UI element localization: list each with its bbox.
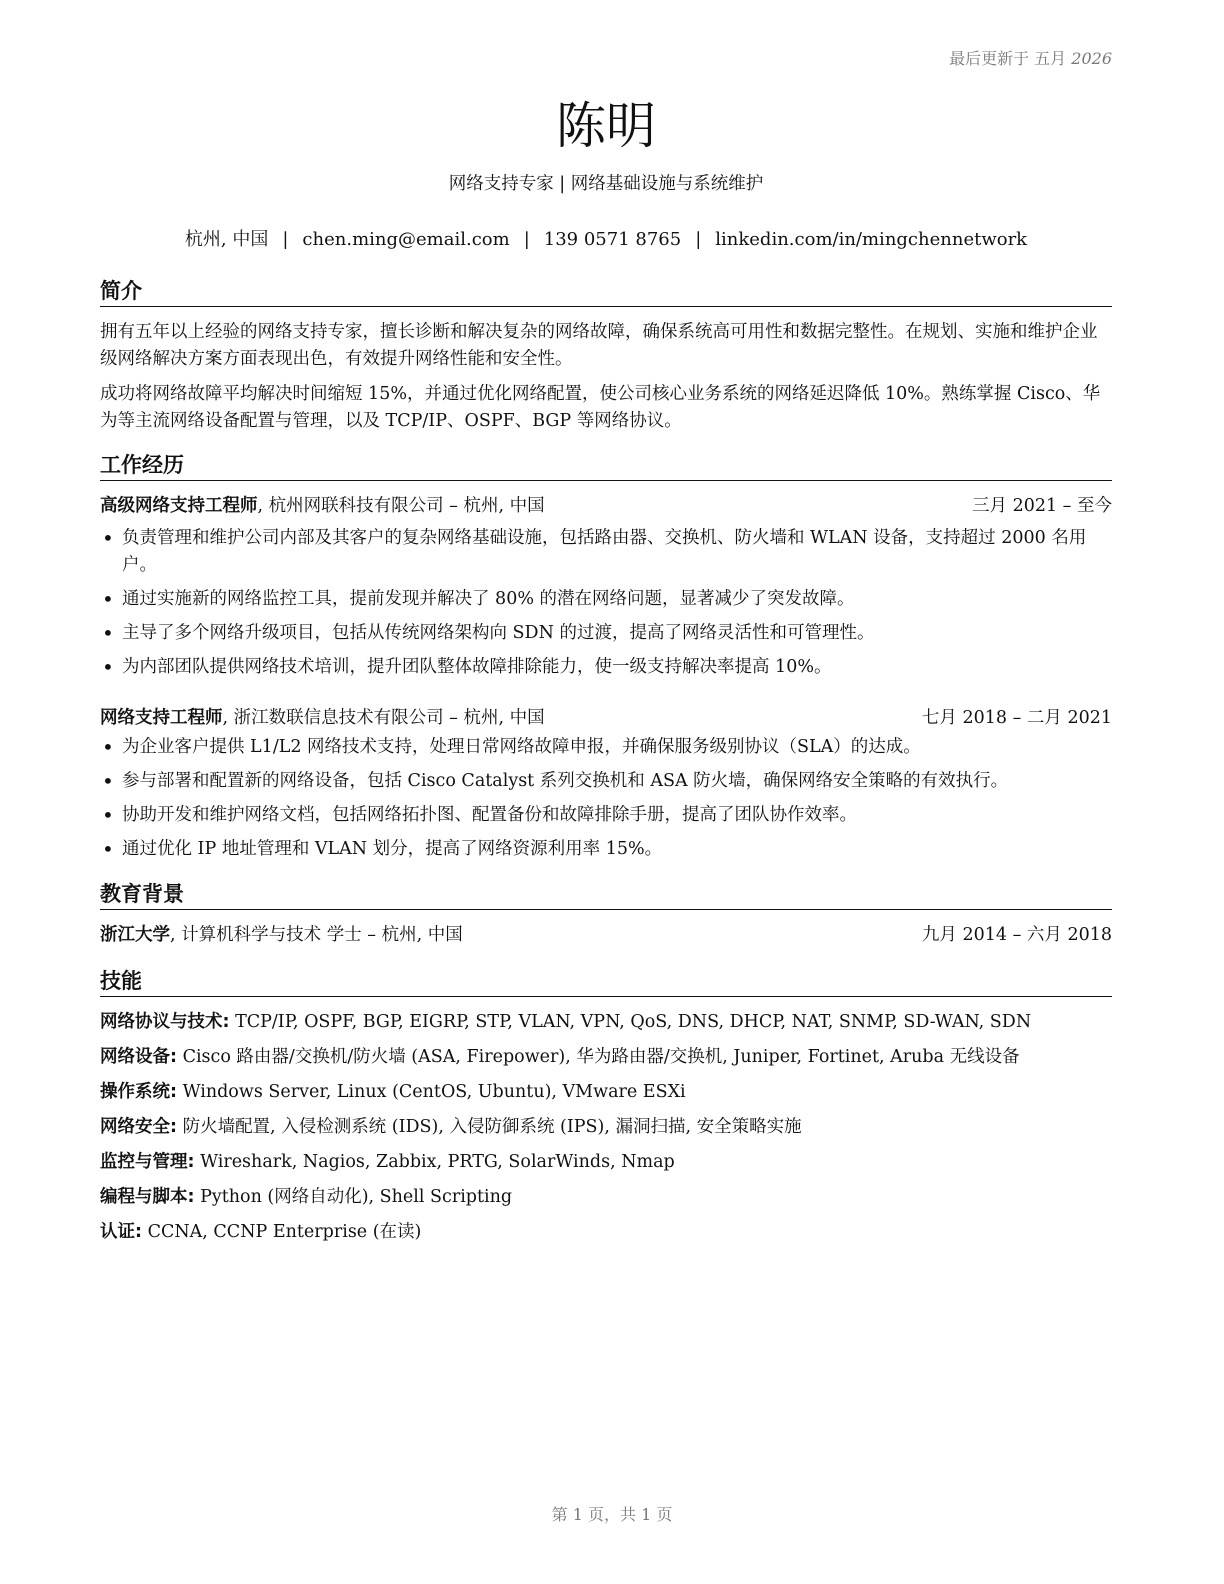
- degree-detail: , 计算机科学与技术 学士 – 杭州, 中国: [170, 925, 463, 945]
- skill-value: CCNA, CCNP Enterprise (在读): [142, 1222, 422, 1242]
- section-title-experience: 工作经历: [100, 452, 1112, 481]
- skill-label: 网络协议与技术:: [100, 1012, 230, 1032]
- summary-paragraph: 拥有五年以上经验的网络支持专家，擅长诊断和解决复杂的网络故障，确保系统高可用性和数据完整性。在规划、实施和维护企业级网络解决方案方面表现出色，有效提升网络性能和安全性。: [100, 322, 1098, 369]
- last-updated: [949, 46, 1112, 69]
- job-bullets: [100, 734, 1112, 863]
- job-role: 高级网络支持工程师: [100, 496, 258, 516]
- skill-value: Windows Server, Linux (CentOS, Ubuntu), VMware ESXi: [177, 1082, 686, 1102]
- list-item: • 通过实施新的网络监控工具，提前发现并解决了 80% 的潜在网络问题，显著减少了突发故障。: [100, 586, 1112, 613]
- contact-line: [100, 225, 1112, 251]
- contact-separator: |: [695, 229, 702, 250]
- last-updated-label: 最后更新于 五月: [949, 49, 1067, 68]
- job-role: 网络支持工程师: [100, 708, 223, 728]
- skill-value: Wireshark, Nagios, Zabbix, PRTG, SolarWinds, Nmap: [194, 1152, 675, 1172]
- skill-row: [100, 1110, 1112, 1145]
- skill-label: 操作系统:: [100, 1082, 177, 1102]
- education-section: [100, 881, 1112, 948]
- skill-label: 网络安全:: [100, 1117, 177, 1137]
- job-header: [100, 493, 1112, 519]
- last-updated-year: 2026: [1071, 49, 1112, 68]
- list-item: • 为内部团队提供网络技术培训，提升团队整体故障排除能力，使一级支持解决率提高 10%。: [100, 654, 1112, 681]
- section-title-summary: 简介: [100, 278, 1112, 307]
- skill-row: [100, 1040, 1112, 1075]
- skill-row: [100, 1215, 1112, 1250]
- skills-list: [100, 1005, 1112, 1250]
- contact-separator: |: [523, 229, 530, 250]
- linkedin-link[interactable]: linkedin.com/in/mingchennetwork: [715, 229, 1028, 250]
- phone: 139 0571 8765: [543, 229, 682, 250]
- skill-label: 认证:: [100, 1222, 142, 1242]
- experience-section: [100, 452, 1112, 863]
- skill-value: Python (网络自动化), Shell Scripting: [194, 1187, 513, 1207]
- section-title-skills: 技能: [100, 968, 1112, 997]
- list-item: • 为企业客户提供 L1/L2 网络技术支持，处理日常网络故障申报，并确保服务级别协议（SLA）的达成。: [100, 734, 1112, 761]
- list-item: • 参与部署和配置新的网络设备，包括 Cisco Catalyst 系列交换机和 ASA 防火墙，确保网络安全策略的有效执行。: [100, 768, 1112, 795]
- page-footer: 第 1 页，共 1 页: [551, 1505, 673, 1524]
- skill-label: 网络设备:: [100, 1047, 177, 1067]
- education-dates: 九月 2014 – 六月 2018: [921, 925, 1112, 945]
- skill-row: [100, 1145, 1112, 1180]
- skill-value: 防火墙配置, 入侵检测系统 (IDS), 入侵防御系统 (IPS), 漏洞扫描, 安全策略实施: [177, 1117, 802, 1137]
- summary-section: [100, 278, 1112, 435]
- summary-paragraph: 成功将网络故障平均解决时间缩短 15%，并通过优化网络配置，使公司核心业务系统的网络延迟降低 10%。熟练掌握 Cisco、华为等主流网络设备配置与管理，以及 TCP/IP、OSPF、BGP 等网络协议。: [100, 384, 1101, 431]
- location: 杭州, 中国: [184, 229, 269, 250]
- section-title-education: 教育背景: [100, 881, 1112, 910]
- school-name: 浙江大学: [100, 925, 170, 945]
- job-header: [100, 705, 1112, 731]
- skill-value: TCP/IP, OSPF, BGP, EIGRP, STP, VLAN, VPN, QoS, DNS, DHCP, NAT, SNMP, SD-WAN, SDN: [229, 1012, 1032, 1032]
- candidate-name: 陈明: [556, 97, 656, 155]
- job-dates: 七月 2018 – 二月 2021: [921, 708, 1112, 728]
- job-entry: [100, 493, 1112, 681]
- job-bullets: [100, 525, 1112, 681]
- job-entry: [100, 705, 1112, 863]
- email-link[interactable]: chen.ming@email.com: [302, 229, 510, 250]
- job-org: , 杭州网联科技有限公司 – 杭州, 中国: [257, 496, 545, 516]
- education-entry: [100, 922, 1112, 948]
- job-dates: 三月 2021 – 至今: [972, 496, 1112, 516]
- tagline: 网络支持专家 | 网络基础设施与系统维护: [448, 174, 764, 194]
- job-org: , 浙江数联信息技术有限公司 – 杭州, 中国: [222, 708, 545, 728]
- skill-row: [100, 1005, 1112, 1040]
- skill-label: 监控与管理:: [100, 1152, 195, 1172]
- skills-section: [100, 968, 1112, 1250]
- skill-row: [100, 1075, 1112, 1110]
- skill-value: Cisco 路由器/交换机/防火墙 (ASA, Firepower), 华为路由器/交换机, Juniper, Fortinet, Aruba 无线设备: [177, 1047, 1020, 1067]
- contact-separator: |: [282, 229, 289, 250]
- list-item: • 协助开发和维护网络文档，包括网络拓扑图、配置备份和故障排除手册，提高了团队协作效率。: [100, 802, 1112, 829]
- list-item: • 负责管理和维护公司内部及其客户的复杂网络基础设施，包括路由器、交换机、防火墙和 WLAN 设备，支持超过 2000 名用户。: [100, 525, 1112, 579]
- skill-row: [100, 1180, 1112, 1215]
- list-item: • 主导了多个网络升级项目，包括从传统网络架构向 SDN 的过渡，提高了网络灵活性和可管理性。: [100, 620, 1112, 647]
- skill-label: 编程与脚本:: [100, 1187, 195, 1207]
- list-item: • 通过优化 IP 地址管理和 VLAN 划分，提高了网络资源利用率 15%。: [100, 836, 1112, 863]
